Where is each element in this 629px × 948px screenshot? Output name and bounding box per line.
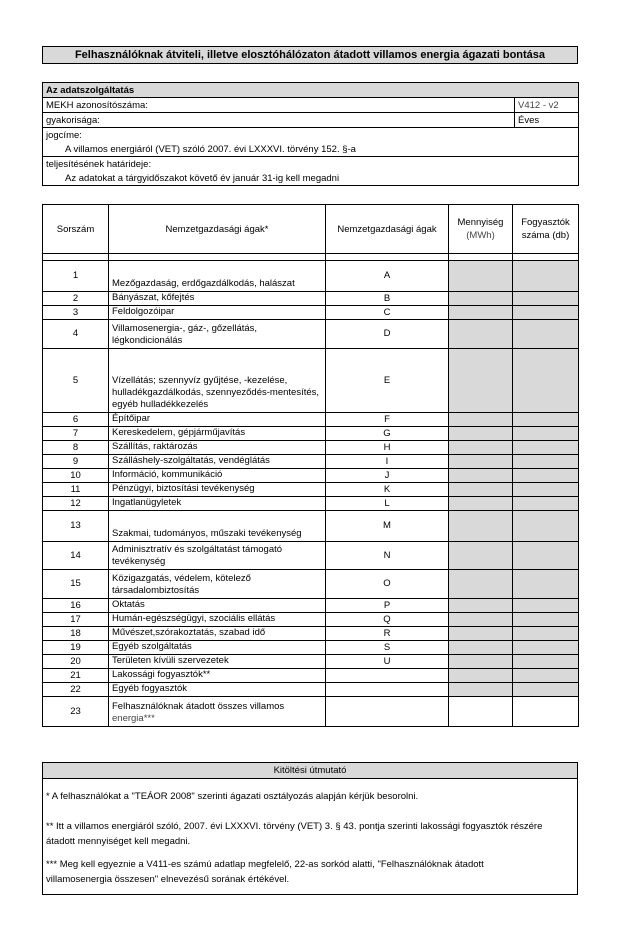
mekh-value: V412 - v2	[515, 98, 579, 113]
row-number: 3	[43, 306, 109, 320]
table-row	[43, 641, 579, 655]
quantity-cell[interactable]	[449, 511, 513, 542]
table-row	[43, 469, 579, 483]
row-number: 9	[43, 455, 109, 469]
table-row	[43, 697, 579, 727]
table-row	[43, 349, 579, 413]
consumer-count-cell[interactable]	[513, 413, 579, 427]
consumer-count-cell[interactable]	[513, 349, 579, 413]
filling-guide	[42, 762, 578, 895]
row-sector-name: Egyéb szolgáltatás	[109, 641, 326, 655]
quantity-cell[interactable]	[449, 641, 513, 655]
consumer-count-cell[interactable]	[513, 641, 579, 655]
row-number: 12	[43, 497, 109, 511]
row-sector-name: Adminisztratív és szolgáltatást támogató tevékenység	[109, 542, 326, 570]
row-sector-name: Mezőgazdaság, erdőgazdálkodás, halászat	[109, 261, 326, 292]
table-row	[43, 455, 579, 469]
sector-table	[42, 204, 579, 727]
table-row	[43, 655, 579, 669]
quantity-cell[interactable]	[449, 427, 513, 441]
legal-basis-value: A villamos energiáról (VET) szóló 2007. évi LXXXVI. törvény 152. §-a	[43, 142, 579, 157]
row-sector-name: Pénzügyi, biztosítási tevékenység	[109, 483, 326, 497]
table-row	[43, 497, 579, 511]
quantity-cell[interactable]	[449, 683, 513, 697]
consumer-count-cell[interactable]	[513, 683, 579, 697]
row-sector-name: Humán-egészségügyi, szociális ellátás	[109, 613, 326, 627]
quantity-cell[interactable]	[449, 599, 513, 613]
row-sector-name: Villamosenergia-, gáz-, gőzellátás, légkondicionálás	[109, 320, 326, 349]
row-sector-code: K	[326, 483, 449, 497]
consumer-count-cell[interactable]	[513, 655, 579, 669]
row-sector-code: R	[326, 627, 449, 641]
consumer-count-cell[interactable]	[513, 455, 579, 469]
table-row	[43, 683, 579, 697]
quantity-cell[interactable]	[449, 469, 513, 483]
quantity-cell[interactable]	[449, 613, 513, 627]
table-row	[43, 261, 579, 292]
consumer-count-cell[interactable]	[513, 669, 579, 683]
quantity-cell[interactable]	[449, 669, 513, 683]
consumer-count-cell[interactable]	[513, 613, 579, 627]
row-number: 1	[43, 261, 109, 292]
header-mennyiseg	[449, 205, 513, 254]
row-number: 5	[43, 349, 109, 413]
consumer-count-cell[interactable]	[513, 570, 579, 599]
table-row	[43, 483, 579, 497]
deadline-label: teljesítésének határideje:	[43, 157, 579, 172]
quantity-cell[interactable]	[449, 483, 513, 497]
row-sector-code: B	[326, 292, 449, 306]
row-number: 6	[43, 413, 109, 427]
row-sector-code	[326, 697, 449, 727]
guide-note-2a: ** Itt a villamos energiáról szóló, 2007. évi LXXXVI. törvény (VET) 3. § 43. pontja szerinti lakossági fogyasztók részére	[46, 821, 543, 832]
row-sector-code	[326, 669, 449, 683]
row-sector-code: Q	[326, 613, 449, 627]
table-row	[43, 292, 579, 306]
row-sector-name-line2: energia***	[112, 713, 155, 724]
table-row	[43, 427, 579, 441]
consumer-count-cell[interactable]	[513, 497, 579, 511]
row-sector-code: C	[326, 306, 449, 320]
row-sector-code: A	[326, 261, 449, 292]
row-sector-name: Oktatás	[109, 599, 326, 613]
table-row	[43, 413, 579, 427]
row-number: 17	[43, 613, 109, 627]
header-sorszam: Sorszám	[43, 205, 109, 254]
row-number: 2	[43, 292, 109, 306]
quantity-cell[interactable]	[449, 292, 513, 306]
consumer-count-cell[interactable]	[513, 427, 579, 441]
frequency-value: Éves	[515, 113, 579, 128]
row-sector-name: Építőipar	[109, 413, 326, 427]
row-sector-code: H	[326, 441, 449, 455]
guide-note-2b: átadott mennyiséget kell megadni.	[46, 836, 191, 847]
row-sector-code: J	[326, 469, 449, 483]
row-sector-code: G	[326, 427, 449, 441]
guide-note-3a: *** Meg kell egyeznie a V411-es számú adatlap megfelelő, 22-as sorkód alatti, "Felhasználóknak átadott	[46, 859, 484, 870]
row-sector-name: Művészet,szórakoztatás, szabad idő	[109, 627, 326, 641]
quantity-cell[interactable]	[449, 655, 513, 669]
row-number: 20	[43, 655, 109, 669]
frequency-label: gyakorisága:	[43, 113, 515, 128]
quantity-cell[interactable]	[449, 455, 513, 469]
table-row	[43, 669, 579, 683]
consumer-count-cell[interactable]	[513, 292, 579, 306]
row-sector-code: P	[326, 599, 449, 613]
table-row	[43, 320, 579, 349]
row-sector-code: E	[326, 349, 449, 413]
info-section-head: Az adatszolgáltatás	[43, 83, 579, 98]
deadline-value: Az adatokat a tárgyidőszakot követő év január 31-ig kell megadni	[43, 171, 579, 186]
row-sector-name: Ingatlanügyletek	[109, 497, 326, 511]
header-fogyasztok	[513, 205, 579, 254]
table-row	[43, 511, 579, 542]
quantity-cell[interactable]	[449, 306, 513, 320]
quantity-cell[interactable]	[449, 349, 513, 413]
table-row	[43, 570, 579, 599]
quantity-cell[interactable]	[449, 261, 513, 292]
row-number: 8	[43, 441, 109, 455]
consumer-count-cell[interactable]	[513, 483, 579, 497]
row-sector-code: L	[326, 497, 449, 511]
row-number: 19	[43, 641, 109, 655]
consumer-count-cell[interactable]	[513, 306, 579, 320]
row-sector-code: M	[326, 511, 449, 542]
header-fogyasztok-label: Fogyasztók	[521, 217, 570, 228]
row-sector-name: Közigazgatás, védelem, kötelező társadalombiztosítás	[109, 570, 326, 599]
row-number: 10	[43, 469, 109, 483]
row-number: 16	[43, 599, 109, 613]
guide-note-3b: villamosenergia összesen" elnevezésű sorának értékével.	[46, 874, 290, 885]
row-sector-code: O	[326, 570, 449, 599]
row-sector-code: S	[326, 641, 449, 655]
row-number: 4	[43, 320, 109, 349]
quantity-cell[interactable]	[449, 441, 513, 455]
table-row	[43, 441, 579, 455]
row-sector-code: D	[326, 320, 449, 349]
row-number: 7	[43, 427, 109, 441]
table-row	[43, 542, 579, 570]
consumer-count-cell[interactable]	[513, 511, 579, 542]
guide-note-1: * A felhasználókat a "TEÁOR 2008" szerinti ágazati osztályozás alapján kérjük besorolni.	[46, 791, 419, 802]
header-agak: Nemzetgazdasági ágak*	[109, 205, 326, 254]
row-number: 14	[43, 542, 109, 570]
consumer-count-cell[interactable]	[513, 469, 579, 483]
consumer-count-cell[interactable]	[513, 441, 579, 455]
row-sector-name: Feldolgozóipar	[109, 306, 326, 320]
consumer-count-cell[interactable]	[513, 542, 579, 570]
row-sector-code	[326, 683, 449, 697]
consumer-count-cell[interactable]	[513, 261, 579, 292]
header-kod: Nemzetgazdasági ágak	[326, 205, 449, 254]
table-row	[43, 306, 579, 320]
quantity-cell[interactable]	[449, 413, 513, 427]
row-sector-code: F	[326, 413, 449, 427]
row-number: 13	[43, 511, 109, 542]
row-sector-name: Információ, kommunikáció	[109, 469, 326, 483]
row-sector-name: Bányászat, kőfejtés	[109, 292, 326, 306]
row-sector-name: Vízellátás; szennyvíz gyűjtése, -kezelése, hulladékgazdálkodás, szennyeződés-mentesítés, egyéb hulladékkezelés	[109, 349, 326, 413]
row-sector-name: Szakmai, tudományos, műszaki tevékenység	[109, 511, 326, 542]
row-number: 21	[43, 669, 109, 683]
table-row	[43, 613, 579, 627]
row-sector-name: Kereskedelem, gépjárműjavítás	[109, 427, 326, 441]
row-sector-code: U	[326, 655, 449, 669]
quantity-cell[interactable]	[449, 320, 513, 349]
consumer-count-cell[interactable]	[513, 320, 579, 349]
info-table	[42, 82, 579, 186]
header-fogyasztok-unit: száma (db)	[521, 230, 570, 241]
row-sector-name: Területen kívüli szervezetek	[109, 655, 326, 669]
quantity-cell[interactable]	[449, 570, 513, 599]
table-row	[43, 627, 579, 641]
consumer-count-cell[interactable]	[513, 627, 579, 641]
quantity-cell[interactable]	[449, 497, 513, 511]
row-number: 23	[43, 697, 109, 727]
row-sector-name: Egyéb fogyasztók	[109, 683, 326, 697]
row-sector-code: I	[326, 455, 449, 469]
quantity-cell[interactable]	[449, 627, 513, 641]
guide-title: Kitöltési útmutató	[43, 763, 577, 779]
row-number: 11	[43, 483, 109, 497]
row-sector-name	[109, 697, 326, 727]
quantity-cell[interactable]	[449, 697, 513, 727]
header-mennyiseg-label: Mennyiség	[457, 217, 504, 228]
row-number: 22	[43, 683, 109, 697]
header-mennyiseg-unit: (MWh)	[466, 230, 495, 241]
row-sector-name: Szálláshely-szolgáltatás, vendéglátás	[109, 455, 326, 469]
consumer-count-cell[interactable]	[513, 697, 579, 727]
row-number: 15	[43, 570, 109, 599]
row-sector-name: Lakossági fogyasztók**	[109, 669, 326, 683]
mekh-label: MEKH azonosítószáma:	[43, 98, 515, 113]
row-sector-code: N	[326, 542, 449, 570]
form-title: Felhasználóknak átviteli, illetve elosztóhálózaton átadott villamos energia ágazati bontása	[42, 46, 578, 64]
consumer-count-cell[interactable]	[513, 599, 579, 613]
row-sector-name-line1: Felhasználóknak átadott összes villamos	[112, 701, 285, 712]
quantity-cell[interactable]	[449, 542, 513, 570]
row-sector-name: Szállítás, raktározás	[109, 441, 326, 455]
legal-basis-label: jogcíme:	[43, 128, 579, 143]
table-row	[43, 599, 579, 613]
row-number: 18	[43, 627, 109, 641]
